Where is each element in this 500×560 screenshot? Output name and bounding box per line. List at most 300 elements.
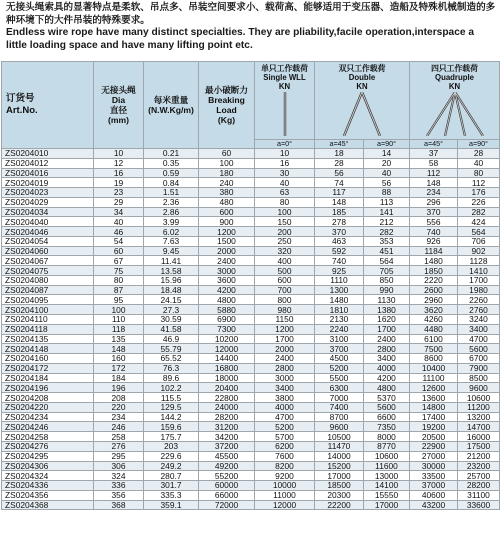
cell-breaking-load: 49200 <box>199 461 255 471</box>
cell-single-wll: 8200 <box>255 461 315 471</box>
cell-art-no: ZS0204100 <box>2 305 94 315</box>
cell-quad-90: 176 <box>458 188 500 198</box>
cell-quad-90: 8500 <box>458 373 500 383</box>
cell-double-90: 2800 <box>364 344 410 354</box>
cell-art-no: ZS0204234 <box>2 412 94 422</box>
cell-double-45: 592 <box>315 246 364 256</box>
cell-weight: 335.3 <box>144 490 199 500</box>
table-row <box>2 275 500 285</box>
cell-breaking-load: 34200 <box>199 432 255 442</box>
cell-weight: 115.5 <box>144 393 199 403</box>
cell-weight: 0.35 <box>144 158 199 168</box>
cell-quad-90: 2760 <box>458 305 500 315</box>
cell-quad-90: 14700 <box>458 422 500 432</box>
dia-en: Dia <box>111 95 126 105</box>
cell-dia: 336 <box>94 481 144 491</box>
cell-double-90: 5370 <box>364 393 410 403</box>
cell-quad-45: 1480 <box>410 256 458 266</box>
cell-dia: 110 <box>94 315 144 325</box>
cell-double-45: 8700 <box>315 412 364 422</box>
cell-single-wll: 600 <box>255 275 315 285</box>
cell-quad-45: 148 <box>410 178 458 188</box>
cell-double-45: 6300 <box>315 383 364 393</box>
cell-quad-45: 4480 <box>410 324 458 334</box>
col-header-single-wll <box>255 62 315 140</box>
cell-dia: 160 <box>94 354 144 364</box>
cell-single-wll: 10000 <box>255 481 315 491</box>
cell-quad-90: 28200 <box>458 481 500 491</box>
cell-dia: 16 <box>94 168 144 178</box>
cell-single-wll: 250 <box>255 236 315 246</box>
table-row <box>2 295 500 305</box>
cell-art-no: ZS0204306 <box>2 461 94 471</box>
cell-weight: 55.79 <box>144 344 199 354</box>
cell-double-45: 17000 <box>315 471 364 481</box>
table-row <box>2 383 500 393</box>
dia-cn2: 直径 <box>109 105 128 115</box>
cell-double-45: 18 <box>315 149 364 159</box>
cell-dia: 234 <box>94 412 144 422</box>
dia-cn: 无接头绳 <box>101 85 136 95</box>
cell-double-45: 20300 <box>315 490 364 500</box>
cell-double-90: 4800 <box>364 383 410 393</box>
table-row <box>2 217 500 227</box>
single-unit: KN <box>278 82 291 91</box>
cell-breaking-load: 240 <box>199 178 255 188</box>
cell-double-90: 40 <box>364 168 410 178</box>
cell-quad-90: 31100 <box>458 490 500 500</box>
cell-dia: 148 <box>94 344 144 354</box>
cell-dia: 29 <box>94 197 144 207</box>
table-row <box>2 227 500 237</box>
cell-single-wll: 1150 <box>255 315 315 325</box>
cell-dia: 60 <box>94 246 144 256</box>
cell-art-no: ZS0204029 <box>2 197 94 207</box>
cell-single-wll: 2800 <box>255 363 315 373</box>
cell-breaking-load: 100 <box>199 158 255 168</box>
cell-single-wll: 5700 <box>255 432 315 442</box>
cell-quad-90: 11200 <box>458 402 500 412</box>
cell-quad-45: 37000 <box>410 481 458 491</box>
cell-art-no: ZS0204118 <box>2 324 94 334</box>
cell-art-no: ZS0204080 <box>2 275 94 285</box>
cell-weight: 129.5 <box>144 402 199 412</box>
cell-dia: 19 <box>94 178 144 188</box>
cell-dia: 220 <box>94 402 144 412</box>
cell-art-no: ZS0204046 <box>2 227 94 237</box>
table-row <box>2 256 500 266</box>
cell-breaking-load: 6900 <box>199 315 255 325</box>
cell-double-90: 451 <box>364 246 410 256</box>
cell-single-wll: 6200 <box>255 441 315 451</box>
cell-quad-90: 23200 <box>458 461 500 471</box>
cell-weight: 0.84 <box>144 178 199 188</box>
double-unit: KN <box>356 82 368 91</box>
cell-double-90: 1380 <box>364 305 410 315</box>
cell-quad-90: 21200 <box>458 451 500 461</box>
cell-dia: 368 <box>94 500 144 510</box>
cell-dia: 356 <box>94 490 144 500</box>
break-en1: Breaking <box>208 95 245 105</box>
cell-weight: 159.6 <box>144 422 199 432</box>
col-header-weight <box>144 62 199 149</box>
cell-weight: 203 <box>144 441 199 451</box>
cell-single-wll: 4700 <box>255 412 315 422</box>
cell-quad-90: 10600 <box>458 393 500 403</box>
cell-double-45: 1300 <box>315 285 364 295</box>
cell-quad-90: 226 <box>458 197 500 207</box>
cell-quad-45: 556 <box>410 217 458 227</box>
cell-weight: 89.6 <box>144 373 199 383</box>
cell-double-45: 2130 <box>315 315 364 325</box>
cell-double-90: 15550 <box>364 490 410 500</box>
cell-single-wll: 800 <box>255 295 315 305</box>
cell-double-45: 3100 <box>315 334 364 344</box>
cell-single-wll: 80 <box>255 197 315 207</box>
cell-double-45: 2240 <box>315 324 364 334</box>
cell-single-wll: 3400 <box>255 383 315 393</box>
single-cn: 单只工作载荷 <box>261 64 308 73</box>
spec-table-body <box>2 149 500 510</box>
cell-art-no: ZS0204010 <box>2 149 94 159</box>
intro-text <box>6 2 496 52</box>
cell-weight: 175.7 <box>144 432 199 442</box>
cell-weight: 249.2 <box>144 461 199 471</box>
cell-double-90: 5600 <box>364 402 410 412</box>
cell-weight: 2.36 <box>144 197 199 207</box>
cell-quad-45: 6100 <box>410 334 458 344</box>
cell-breaking-load: 4200 <box>199 285 255 295</box>
cell-quad-90: 706 <box>458 236 500 246</box>
break-en2: Load <box>216 105 237 115</box>
table-row <box>2 481 500 491</box>
cell-quad-90: 112 <box>458 178 500 188</box>
cell-weight: 102.2 <box>144 383 199 393</box>
cell-weight: 3.99 <box>144 217 199 227</box>
cell-art-no: ZS0204075 <box>2 266 94 276</box>
cell-breaking-load: 37200 <box>199 441 255 451</box>
cell-quad-45: 370 <box>410 207 458 217</box>
cell-double-45: 185 <box>315 207 364 217</box>
cell-double-45: 7400 <box>315 402 364 412</box>
cell-quad-45: 2960 <box>410 295 458 305</box>
cell-quad-90: 564 <box>458 227 500 237</box>
cell-breaking-load: 7300 <box>199 324 255 334</box>
cell-breaking-load: 55200 <box>199 471 255 481</box>
cell-double-45: 1110 <box>315 275 364 285</box>
cell-art-no: ZS0204246 <box>2 422 94 432</box>
cell-single-wll: 2000 <box>255 344 315 354</box>
cell-double-45: 148 <box>315 197 364 207</box>
cell-single-wll: 500 <box>255 266 315 276</box>
spec-table-container <box>1 61 499 510</box>
table-row <box>2 236 500 246</box>
cell-quad-45: 43200 <box>410 500 458 510</box>
cell-art-no: ZS0204276 <box>2 441 94 451</box>
cell-dia: 118 <box>94 324 144 334</box>
cell-double-45: 5500 <box>315 373 364 383</box>
cell-quad-90: 1980 <box>458 285 500 295</box>
angle-quad-90: a=90° <box>458 140 500 149</box>
cell-single-wll: 11000 <box>255 490 315 500</box>
cell-breaking-load: 5880 <box>199 305 255 315</box>
single-en: Single WLL <box>263 73 306 82</box>
cell-dia: 324 <box>94 471 144 481</box>
cell-double-90: 3400 <box>364 354 410 364</box>
cell-breaking-load: 4800 <box>199 295 255 305</box>
table-row <box>2 246 500 256</box>
cell-weight: 76.3 <box>144 363 199 373</box>
cell-weight: 41.58 <box>144 324 199 334</box>
cell-single-wll: 3800 <box>255 393 315 403</box>
table-row <box>2 266 500 276</box>
table-row <box>2 471 500 481</box>
cell-double-45: 11470 <box>315 441 364 451</box>
cell-double-90: 56 <box>364 178 410 188</box>
cell-art-no: ZS0204012 <box>2 158 94 168</box>
cell-breaking-load: 22800 <box>199 393 255 403</box>
cell-quad-90: 1410 <box>458 266 500 276</box>
cell-art-no: ZS0204368 <box>2 500 94 510</box>
cell-quad-90: 80 <box>458 168 500 178</box>
table-row <box>2 207 500 217</box>
cell-weight: 0.59 <box>144 168 199 178</box>
cell-breaking-load: 1500 <box>199 236 255 246</box>
cell-art-no: ZS0204110 <box>2 315 94 325</box>
cell-double-45: 5200 <box>315 363 364 373</box>
cell-weight: 15.96 <box>144 275 199 285</box>
quadruple-sling-icon <box>415 92 495 136</box>
cell-double-90: 10600 <box>364 451 410 461</box>
cell-breaking-load: 480 <box>199 197 255 207</box>
cell-dia: 184 <box>94 373 144 383</box>
cell-single-wll: 100 <box>255 207 315 217</box>
cell-quad-45: 17400 <box>410 412 458 422</box>
cell-weight: 0.21 <box>144 149 199 159</box>
cell-double-45: 10500 <box>315 432 364 442</box>
cell-breaking-load: 16800 <box>199 363 255 373</box>
cell-art-no: ZS0204172 <box>2 363 94 373</box>
cell-dia: 95 <box>94 295 144 305</box>
cell-breaking-load: 12000 <box>199 344 255 354</box>
cell-breaking-load: 2000 <box>199 246 255 256</box>
cell-breaking-load: 24000 <box>199 402 255 412</box>
cell-quad-45: 926 <box>410 236 458 246</box>
cell-dia: 172 <box>94 363 144 373</box>
cell-single-wll: 320 <box>255 246 315 256</box>
cell-single-wll: 1200 <box>255 324 315 334</box>
cell-breaking-load: 3600 <box>199 275 255 285</box>
table-row <box>2 315 500 325</box>
cell-weight: 9.45 <box>144 246 199 256</box>
cell-dia: 246 <box>94 422 144 432</box>
break-cn: 最小破断力 <box>205 85 248 95</box>
cell-art-no: ZS0204060 <box>2 246 94 256</box>
cell-double-90: 14 <box>364 149 410 159</box>
cell-art-no: ZS0204160 <box>2 354 94 364</box>
cell-double-90: 8000 <box>364 432 410 442</box>
cell-weight: 301.7 <box>144 481 199 491</box>
cell-quad-90: 40 <box>458 158 500 168</box>
cell-quad-45: 1850 <box>410 266 458 276</box>
cell-art-no: ZS0204034 <box>2 207 94 217</box>
cell-double-90: 1130 <box>364 295 410 305</box>
table-row <box>2 393 500 403</box>
cell-double-45: 28 <box>315 158 364 168</box>
table-row <box>2 168 500 178</box>
cell-quad-90: 3400 <box>458 324 500 334</box>
cell-quad-90: 16000 <box>458 432 500 442</box>
intro-english: Endless wire rope have many distinct specialties. They are pliability,facile operation,interspace a little loading space and have many lifting point etc. <box>6 27 475 51</box>
cell-single-wll: 700 <box>255 285 315 295</box>
cell-quad-45: 30000 <box>410 461 458 471</box>
table-row <box>2 461 500 471</box>
cell-weight: 27.3 <box>144 305 199 315</box>
cell-quad-90: 6700 <box>458 354 500 364</box>
cell-double-45: 15200 <box>315 461 364 471</box>
cell-double-90: 990 <box>364 285 410 295</box>
cell-breaking-load: 3000 <box>199 266 255 276</box>
cell-quad-45: 2600 <box>410 285 458 295</box>
cell-double-90: 2400 <box>364 334 410 344</box>
cell-quad-90: 3240 <box>458 315 500 325</box>
double-cn: 双只工作载荷 <box>338 64 386 73</box>
cell-double-45: 1480 <box>315 295 364 305</box>
cell-single-wll: 30 <box>255 168 315 178</box>
quad-en: Quadruple <box>435 73 474 82</box>
table-row <box>2 305 500 315</box>
cell-double-45: 370 <box>315 227 364 237</box>
cell-breaking-load: 2400 <box>199 256 255 266</box>
cell-quad-90: 9600 <box>458 383 500 393</box>
cell-dia: 295 <box>94 451 144 461</box>
cell-art-no: ZS0204356 <box>2 490 94 500</box>
cell-quad-90: 28 <box>458 149 500 159</box>
cell-dia: 208 <box>94 393 144 403</box>
table-row <box>2 490 500 500</box>
cell-art-no: ZS0204019 <box>2 178 94 188</box>
cell-double-90: 4200 <box>364 373 410 383</box>
cell-single-wll: 5200 <box>255 422 315 432</box>
cell-weight: 229.6 <box>144 451 199 461</box>
table-row <box>2 500 500 510</box>
weight-cn: 每米重量 <box>153 95 189 105</box>
cell-double-90: 1620 <box>364 315 410 325</box>
cell-double-45: 4500 <box>315 354 364 364</box>
cell-single-wll: 4000 <box>255 402 315 412</box>
cell-breaking-load: 18000 <box>199 373 255 383</box>
break-unit: (Kg) <box>217 115 236 125</box>
col-header-art-no <box>2 62 94 149</box>
angle-quad-45: a=45° <box>410 140 458 149</box>
table-row <box>2 451 500 461</box>
cell-dia: 12 <box>94 158 144 168</box>
table-row <box>2 334 500 344</box>
cell-double-90: 850 <box>364 275 410 285</box>
cell-quad-45: 33500 <box>410 471 458 481</box>
cell-single-wll: 150 <box>255 217 315 227</box>
cell-weight: 7.63 <box>144 236 199 246</box>
cell-art-no: ZS0204087 <box>2 285 94 295</box>
cell-quad-90: 33600 <box>458 500 500 510</box>
cell-quad-45: 740 <box>410 227 458 237</box>
cell-double-90: 353 <box>364 236 410 246</box>
cell-weight: 24.15 <box>144 295 199 305</box>
cell-double-90: 6600 <box>364 412 410 422</box>
cell-dia: 276 <box>94 441 144 451</box>
cell-breaking-load: 14400 <box>199 354 255 364</box>
cell-dia: 23 <box>94 188 144 198</box>
art-no-en: Art.No. <box>6 105 38 116</box>
intro-chinese: 无接头绳索具的显著特点是柔软、吊点多、吊装空间要求小、载荷高、能够适用于变压器、造船及特殊机械制造的多种环境下的大件吊装的特殊要求。 <box>6 2 496 26</box>
cell-quad-45: 10400 <box>410 363 458 373</box>
cell-dia: 135 <box>94 334 144 344</box>
cell-double-90: 7350 <box>364 422 410 432</box>
cell-weight: 11.41 <box>144 256 199 266</box>
quad-unit: KN <box>448 82 461 91</box>
cell-breaking-load: 28200 <box>199 412 255 422</box>
cell-quad-90: 13200 <box>458 412 500 422</box>
double-en: Double <box>348 73 376 82</box>
cell-quad-90: 7900 <box>458 363 500 373</box>
cell-weight: 30.59 <box>144 315 199 325</box>
cell-quad-45: 12600 <box>410 383 458 393</box>
cell-double-45: 7000 <box>315 393 364 403</box>
cell-weight: 280.7 <box>144 471 199 481</box>
cell-dia: 87 <box>94 285 144 295</box>
cell-dia: 40 <box>94 217 144 227</box>
table-row <box>2 197 500 207</box>
cell-art-no: ZS0204054 <box>2 236 94 246</box>
cell-dia: 80 <box>94 275 144 285</box>
cell-quad-45: 1184 <box>410 246 458 256</box>
cell-double-45: 1810 <box>315 305 364 315</box>
cell-art-no: ZS0204336 <box>2 481 94 491</box>
cell-double-90: 564 <box>364 256 410 266</box>
cell-breaking-load: 45500 <box>199 451 255 461</box>
cell-double-45: 9600 <box>315 422 364 432</box>
cell-quad-45: 3620 <box>410 305 458 315</box>
cell-quad-45: 14800 <box>410 402 458 412</box>
cell-double-90: 17000 <box>364 500 410 510</box>
table-row <box>2 285 500 295</box>
cell-double-45: 740 <box>315 256 364 266</box>
cell-double-45: 56 <box>315 168 364 178</box>
angle-double-90: a=90° <box>364 140 410 149</box>
table-row <box>2 178 500 188</box>
cell-weight: 6.02 <box>144 227 199 237</box>
weight-en: (N.W.Kg/m) <box>148 105 194 115</box>
cell-double-90: 14100 <box>364 481 410 491</box>
cell-art-no: ZS0204135 <box>2 334 94 344</box>
cell-single-wll: 200 <box>255 227 315 237</box>
table-row <box>2 412 500 422</box>
col-header-dia <box>94 62 144 149</box>
cell-art-no: ZS0204023 <box>2 188 94 198</box>
cell-weight: 46.9 <box>144 334 199 344</box>
cell-art-no: ZS0204208 <box>2 393 94 403</box>
table-row <box>2 149 500 159</box>
cell-single-wll: 40 <box>255 178 315 188</box>
cell-art-no: ZS0204258 <box>2 432 94 442</box>
art-no-cn: 订货号 <box>6 93 35 104</box>
cell-single-wll: 1700 <box>255 334 315 344</box>
col-header-quadruple <box>410 62 500 140</box>
cell-dia: 34 <box>94 207 144 217</box>
cell-double-45: 18500 <box>315 481 364 491</box>
table-row <box>2 432 500 442</box>
cell-double-45: 22200 <box>315 500 364 510</box>
